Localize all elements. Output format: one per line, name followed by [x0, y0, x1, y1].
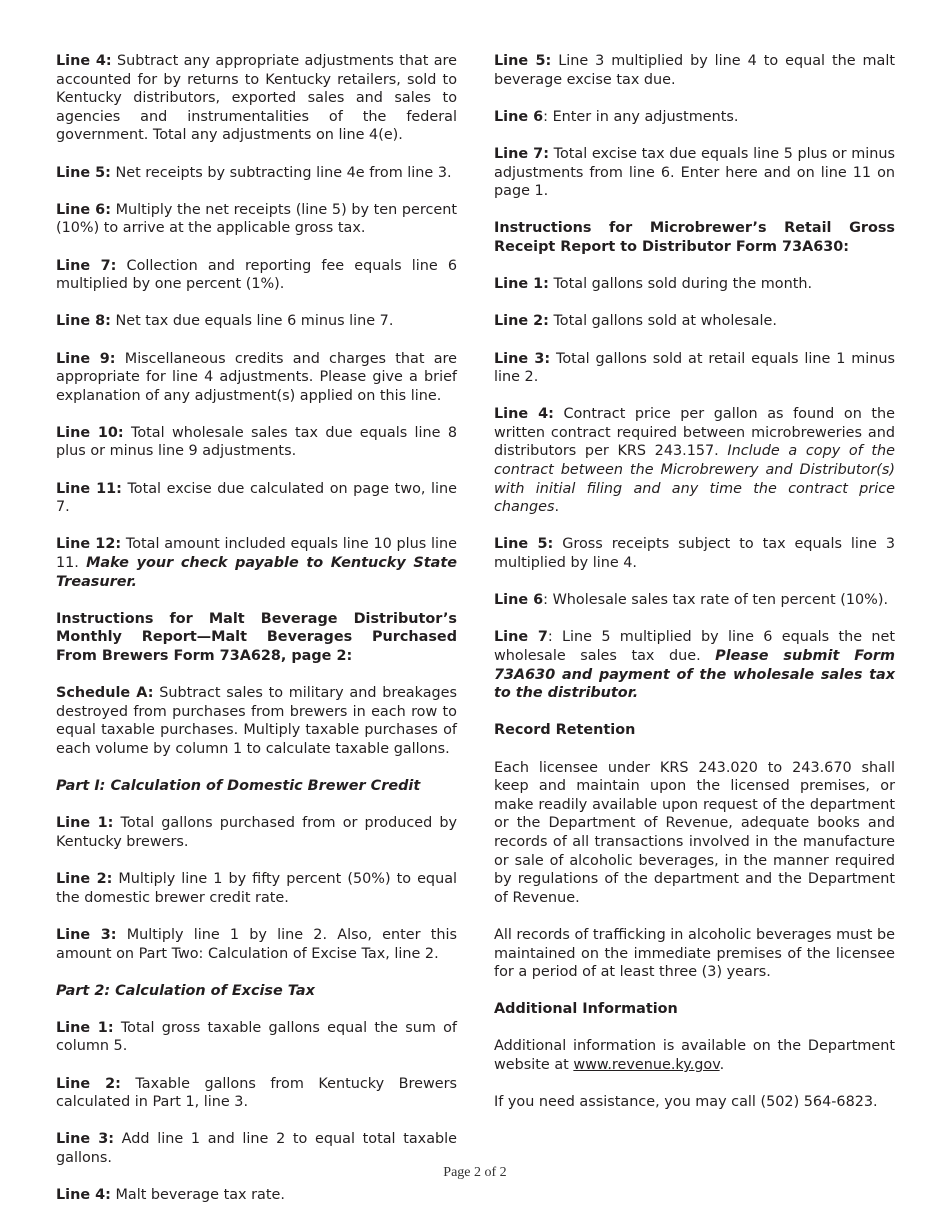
part-1-line-3: Line 3: Multiply line 1 by line 2. Also, enter this amount on Part Two: Calculation of Excise Tax, line 2. — [56, 926, 457, 962]
distributor-report-heading: Instructions for Malt Beverage Distributor’s Monthly Report—Malt Beverages Purchased From Brewers Form 73A628, page 2: — [56, 610, 457, 664]
microbrewer-line-2: Line 2: Total gallons sold at wholesale. — [494, 313, 777, 330]
part-1-heading: Part I: Calculation of Domestic Brewer Credit — [56, 778, 421, 795]
record-retention-paragraph: Each licensee under KRS 243.020 to 243.670 shall keep and maintain upon the licensed premises, or make readily available upon request of the department or the Department of Revenue, adequate books and records of all transactions involved in the manufacture or sale of alcoholic beverages, in the manner required by regulations of the department and the Department of Revenue. — [494, 759, 895, 906]
record-retention-heading: Record Retention — [494, 722, 636, 739]
left-column — [56, 52, 457, 1223]
microbrewer-line-4: Line 4: Contract price per gallon as found on the written contract required between microbreweries and distributors per KRS 243.157. Include a copy of the contract between the Microbrewery and Distributor(s) with initial filing and any time the contract price changes. — [494, 406, 895, 516]
part-1-line-1: Line 1: Total gallons purchased from or produced by Kentucky brewers. — [56, 815, 457, 850]
line-4-instruction: Line 4: Subtract any appropriate adjustments that are accounted for by returns to Kentucky retailers, sold to Kentucky distributors, exported sales and sales to agencies and instrumentalities of the federal government. Total any adjustments on line 4(e). — [56, 53, 458, 144]
microbrewer-line-6: Line 6: Wholesale sales tax rate of ten percent (10%). — [494, 592, 889, 609]
line-12-instruction: Line 12: Total amount included equals line 10 plus line 11. Make your check payable to Kentucky State Treasurer. — [56, 536, 457, 590]
line-11-instruction: Line 11: Total excise due calculated on page two, line 7. — [56, 480, 457, 516]
part-2-line-7: Line 7: Total excise tax due equals line 5 plus or minus adjustments from line 6. Enter here and on line 11 on page 1. — [494, 145, 896, 200]
part-2-line-6: Line 6: Enter in any adjustments. — [494, 108, 739, 125]
assistance-paragraph: If you need assistance, you may call (502) 564-6823. — [494, 1094, 878, 1111]
submit-form-note: Please submit Form 73A630 and payment of the wholesale sales tax to the distributor. — [494, 648, 895, 702]
part-2-line-1: Line 1: Total gross taxable gallons equal the sum of column 5. — [56, 1019, 457, 1055]
line-9-instruction: Line 9: Miscellaneous credits and charges that are appropriate for line 4 adjustments. Please give a brief explanation of any adjustment(s) applied on this line. — [56, 350, 458, 404]
microbrewer-line-3: Line 3: Total gallons sold at retail equals line 1 minus line 2. — [494, 350, 895, 386]
part-2-line-3: Line 3: Add line 1 and line 2 to equal total taxable gallons. — [56, 1131, 457, 1167]
line-10-instruction: Line 10: Total wholesale sales tax due equals line 8 plus or minus line 9 adjustments. — [56, 424, 457, 460]
line-7-instruction: Line 7: Collection and reporting fee equals line 6 multiplied by one percent (1%). — [56, 257, 457, 293]
part-2-line-2: Line 2: Taxable gallons from Kentucky Brewers calculated in Part 1, line 3. — [56, 1075, 457, 1111]
part-2-line-5: Line 5: Line 3 multiplied by line 4 to equal the malt beverage excise tax due. — [494, 53, 896, 88]
part-1-line-2: Line 2: Multiply line 1 by fifty percent (50%) to equal the domestic brewer credit rate. — [56, 871, 458, 906]
check-payable-note: Make your check payable to Kentucky State Treasurer. — [56, 555, 457, 590]
right-column — [494, 52, 895, 1130]
microbrewer-report-heading: Instructions for Microbrewer’s Retail Gross Receipt Report to Distributor Form 73A630: — [494, 220, 895, 255]
revenue-website-link[interactable]: www.revenue.ky.gov — [573, 1057, 720, 1074]
part-2-line-4: Line 4: Malt beverage tax rate. — [56, 1187, 285, 1204]
microbrewer-line-1: Line 1: Total gallons sold during the month. — [494, 276, 813, 293]
page-number: Page 2 of 2 — [443, 1165, 507, 1180]
microbrewer-line-5: Line 5: Gross receipts subject to tax equals line 3 multiplied by line 4. — [494, 536, 895, 572]
part-2-heading: Part 2: Calculation of Excise Tax — [56, 982, 315, 999]
line-8-instruction: Line 8: Net tax due equals line 6 minus line 7. — [56, 313, 394, 330]
line-6-instruction: Line 6: Multiply the net receipts (line 5) by ten percent (10%) to arrive at the applicable gross tax. — [56, 201, 457, 237]
additional-info-heading: Additional Information — [494, 1001, 678, 1018]
line-5-instruction: Line 5: Net receipts by subtracting line 4e from line 3. — [56, 164, 452, 181]
records-location-paragraph: All records of trafficking in alcoholic beverages must be maintained on the immediate premises of the licensee for a period of at least three (3) years. — [494, 926, 895, 981]
microbrewer-line-7: Line 7: Line 5 multiplied by line 6 equals the net wholesale sales tax due. Please submit Form 73A630 and payment of the wholesale sales tax to the distributor. — [494, 629, 895, 702]
schedule-a-instruction: Schedule A: Subtract sales to military and breakages destroyed from purchases from brewers in each row to equal taxable purchases. Multiply taxable purchases of each volume by column 1 to calculate taxable gallons. — [56, 685, 458, 757]
additional-info-paragraph: Additional information is available on the Department website at www.revenue.ky.gov. — [494, 1038, 895, 1074]
